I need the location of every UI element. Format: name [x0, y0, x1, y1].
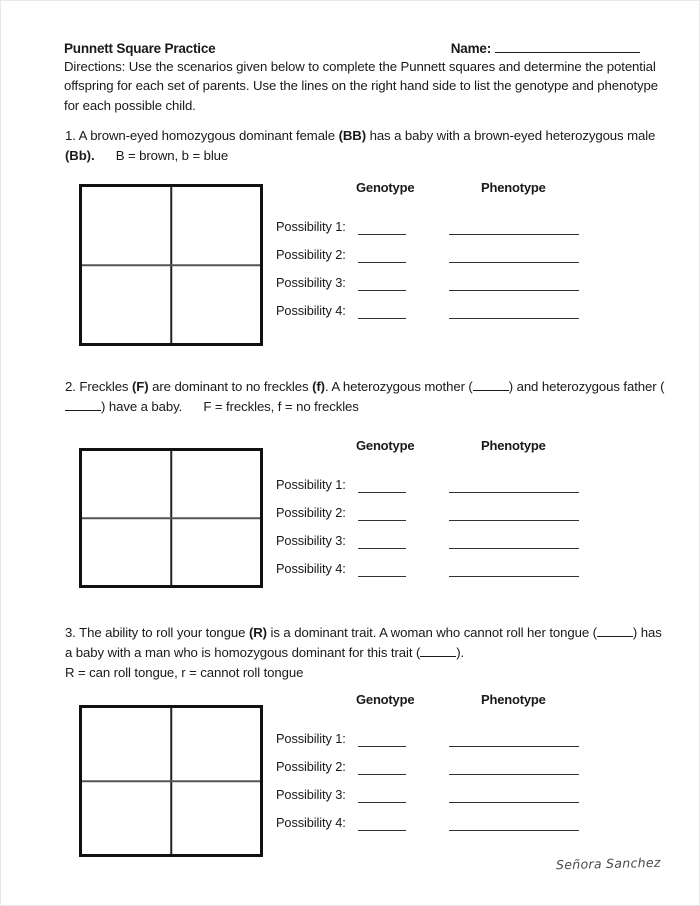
possibility-row-3: [276, 533, 596, 561]
question-3-allele-1: (R): [248, 625, 267, 640]
possibility-label: Possibility 1:: [276, 477, 346, 492]
possibility-label: Possibility 1:: [276, 731, 346, 746]
punnett-square-2[interactable]: [79, 448, 263, 588]
genotype-blank[interactable]: [358, 774, 406, 775]
genotype-header: Genotype: [356, 180, 415, 195]
name-label: Name:: [450, 41, 491, 56]
phenotype-blank[interactable]: [449, 520, 579, 521]
genotype-blank[interactable]: [358, 234, 406, 235]
genotype-blank[interactable]: [358, 802, 406, 803]
possibility-row-1: [276, 219, 596, 247]
question-3-text-a: The ability to roll your tongue: [79, 625, 246, 640]
phenotype-blank[interactable]: [449, 492, 579, 493]
question-3-text-c: ) has a baby with a man who is homozygous dominant for this trait (: [65, 625, 662, 660]
possibility-row-3: [276, 787, 596, 815]
genotype-blank[interactable]: [358, 576, 406, 577]
phenotype-blank[interactable]: [449, 576, 579, 577]
answer-block-1: [276, 180, 596, 331]
question-2-text-a: Freckles: [79, 379, 129, 394]
genotype-blank[interactable]: [358, 492, 406, 493]
genotype-blank[interactable]: [358, 318, 406, 319]
question-2-text-d: ) and heterozygous father (: [508, 379, 665, 394]
phenotype-blank[interactable]: [449, 746, 579, 747]
question-1-number: 1.: [65, 128, 76, 143]
phenotype-blank[interactable]: [449, 262, 579, 263]
answer-headers-1: [276, 180, 596, 198]
phenotype-blank[interactable]: [449, 774, 579, 775]
question-1-allele-2: (Bb).: [65, 147, 95, 163]
possibility-row-1: [276, 731, 596, 759]
question-1-text-b: has a baby with a brown-eyed heterozygous male: [369, 128, 656, 143]
question-3-number: 3.: [65, 625, 76, 640]
directions-text: Directions: Use the scenarios given below to complete the Punnett squares and determine the potential offspring for each set of parents. Use the lines on the right hand side to list the genotype and phenotype for each possible child.: [64, 59, 658, 113]
phenotype-header: Phenotype: [481, 180, 546, 195]
question-1-key: B = brown, b = blue: [115, 147, 229, 163]
possibility-row-2: [276, 759, 596, 787]
question-3-key: R = can roll tongue, r = cannot roll tongue: [65, 664, 304, 680]
genotype-header: Genotype: [356, 438, 415, 453]
answer-headers-3: [276, 692, 596, 710]
genotype-blank[interactable]: [358, 520, 406, 521]
possibility-label: Possibility 1:: [276, 219, 346, 234]
punnett-square-1[interactable]: [79, 184, 263, 346]
possibility-row-2: [276, 247, 596, 275]
punnett-square-3[interactable]: [79, 705, 263, 857]
phenotype-blank[interactable]: [449, 548, 579, 549]
possibility-label: Possibility 3:: [276, 275, 346, 290]
answer-block-2: [276, 438, 596, 589]
question-2-text-e: ) have a baby.: [101, 398, 183, 414]
name-field-group: [451, 39, 640, 56]
punnett-horizontal-divider: [82, 517, 260, 519]
phenotype-blank[interactable]: [449, 802, 579, 803]
answer-block-3: [276, 692, 596, 843]
possibility-label: Possibility 4:: [276, 561, 346, 576]
possibility-row-2: [276, 505, 596, 533]
spacer: [276, 456, 596, 477]
genotype-blank[interactable]: [358, 290, 406, 291]
spacer: [276, 710, 596, 731]
question-2-mother-blank[interactable]: [473, 379, 509, 391]
question-2-father-blank[interactable]: [65, 399, 101, 411]
phenotype-blank[interactable]: [449, 234, 579, 235]
question-3-text-d: ).: [456, 644, 465, 660]
genotype-blank[interactable]: [358, 830, 406, 831]
possibility-row-4: [276, 303, 596, 331]
answer-headers-2: [276, 438, 596, 456]
possibility-row-4: [276, 561, 596, 589]
possibility-label: Possibility 3:: [276, 787, 346, 802]
phenotype-header: Phenotype: [481, 692, 546, 707]
worksheet-header: [64, 39, 640, 56]
question-2-text-b: are dominant to no freckles: [152, 379, 309, 394]
punnett-horizontal-divider: [82, 264, 260, 266]
name-input-blank[interactable]: [495, 39, 640, 53]
author-signature: Señora Sanchez: [556, 854, 662, 873]
phenotype-blank[interactable]: [449, 318, 579, 319]
question-2-text-c: . A heterozygous mother (: [324, 379, 473, 394]
phenotype-blank[interactable]: [449, 290, 579, 291]
question-2-number: 2.: [65, 379, 76, 394]
phenotype-header: Phenotype: [481, 438, 546, 453]
question-2-allele-1: (F): [132, 379, 149, 394]
possibility-label: Possibility 2:: [276, 505, 346, 520]
question-3-prompt: [65, 623, 665, 682]
question-2-allele-2: (f): [312, 379, 325, 394]
question-2-key: F = freckles, f = no freckles: [203, 398, 359, 414]
genotype-header: Genotype: [356, 692, 415, 707]
possibility-label: Possibility 3:: [276, 533, 346, 548]
genotype-blank[interactable]: [358, 746, 406, 747]
genotype-blank[interactable]: [358, 262, 406, 263]
spacer: [276, 198, 596, 219]
possibility-row-3: [276, 275, 596, 303]
phenotype-blank[interactable]: [449, 830, 579, 831]
possibility-label: Possibility 2:: [276, 759, 346, 774]
page-title: Punnett Square Practice: [64, 41, 216, 56]
question-1-text-a: A brown-eyed homozygous dominant female: [78, 128, 335, 143]
question-2-prompt: [65, 377, 665, 417]
possibility-label: Possibility 2:: [276, 247, 346, 262]
possibility-row-4: [276, 815, 596, 843]
question-3-man-blank[interactable]: [420, 645, 456, 657]
question-1-allele-1: (BB): [338, 128, 367, 143]
question-3-woman-blank[interactable]: [597, 625, 633, 637]
punnett-horizontal-divider: [82, 780, 260, 782]
possibility-label: Possibility 4:: [276, 815, 346, 830]
question-3-text-b: is a dominant trait. A woman who cannot roll her tongue (: [270, 625, 597, 640]
genotype-blank[interactable]: [358, 548, 406, 549]
question-1-prompt: [65, 126, 660, 166]
possibility-row-1: [276, 477, 596, 505]
possibility-label: Possibility 4:: [276, 303, 346, 318]
